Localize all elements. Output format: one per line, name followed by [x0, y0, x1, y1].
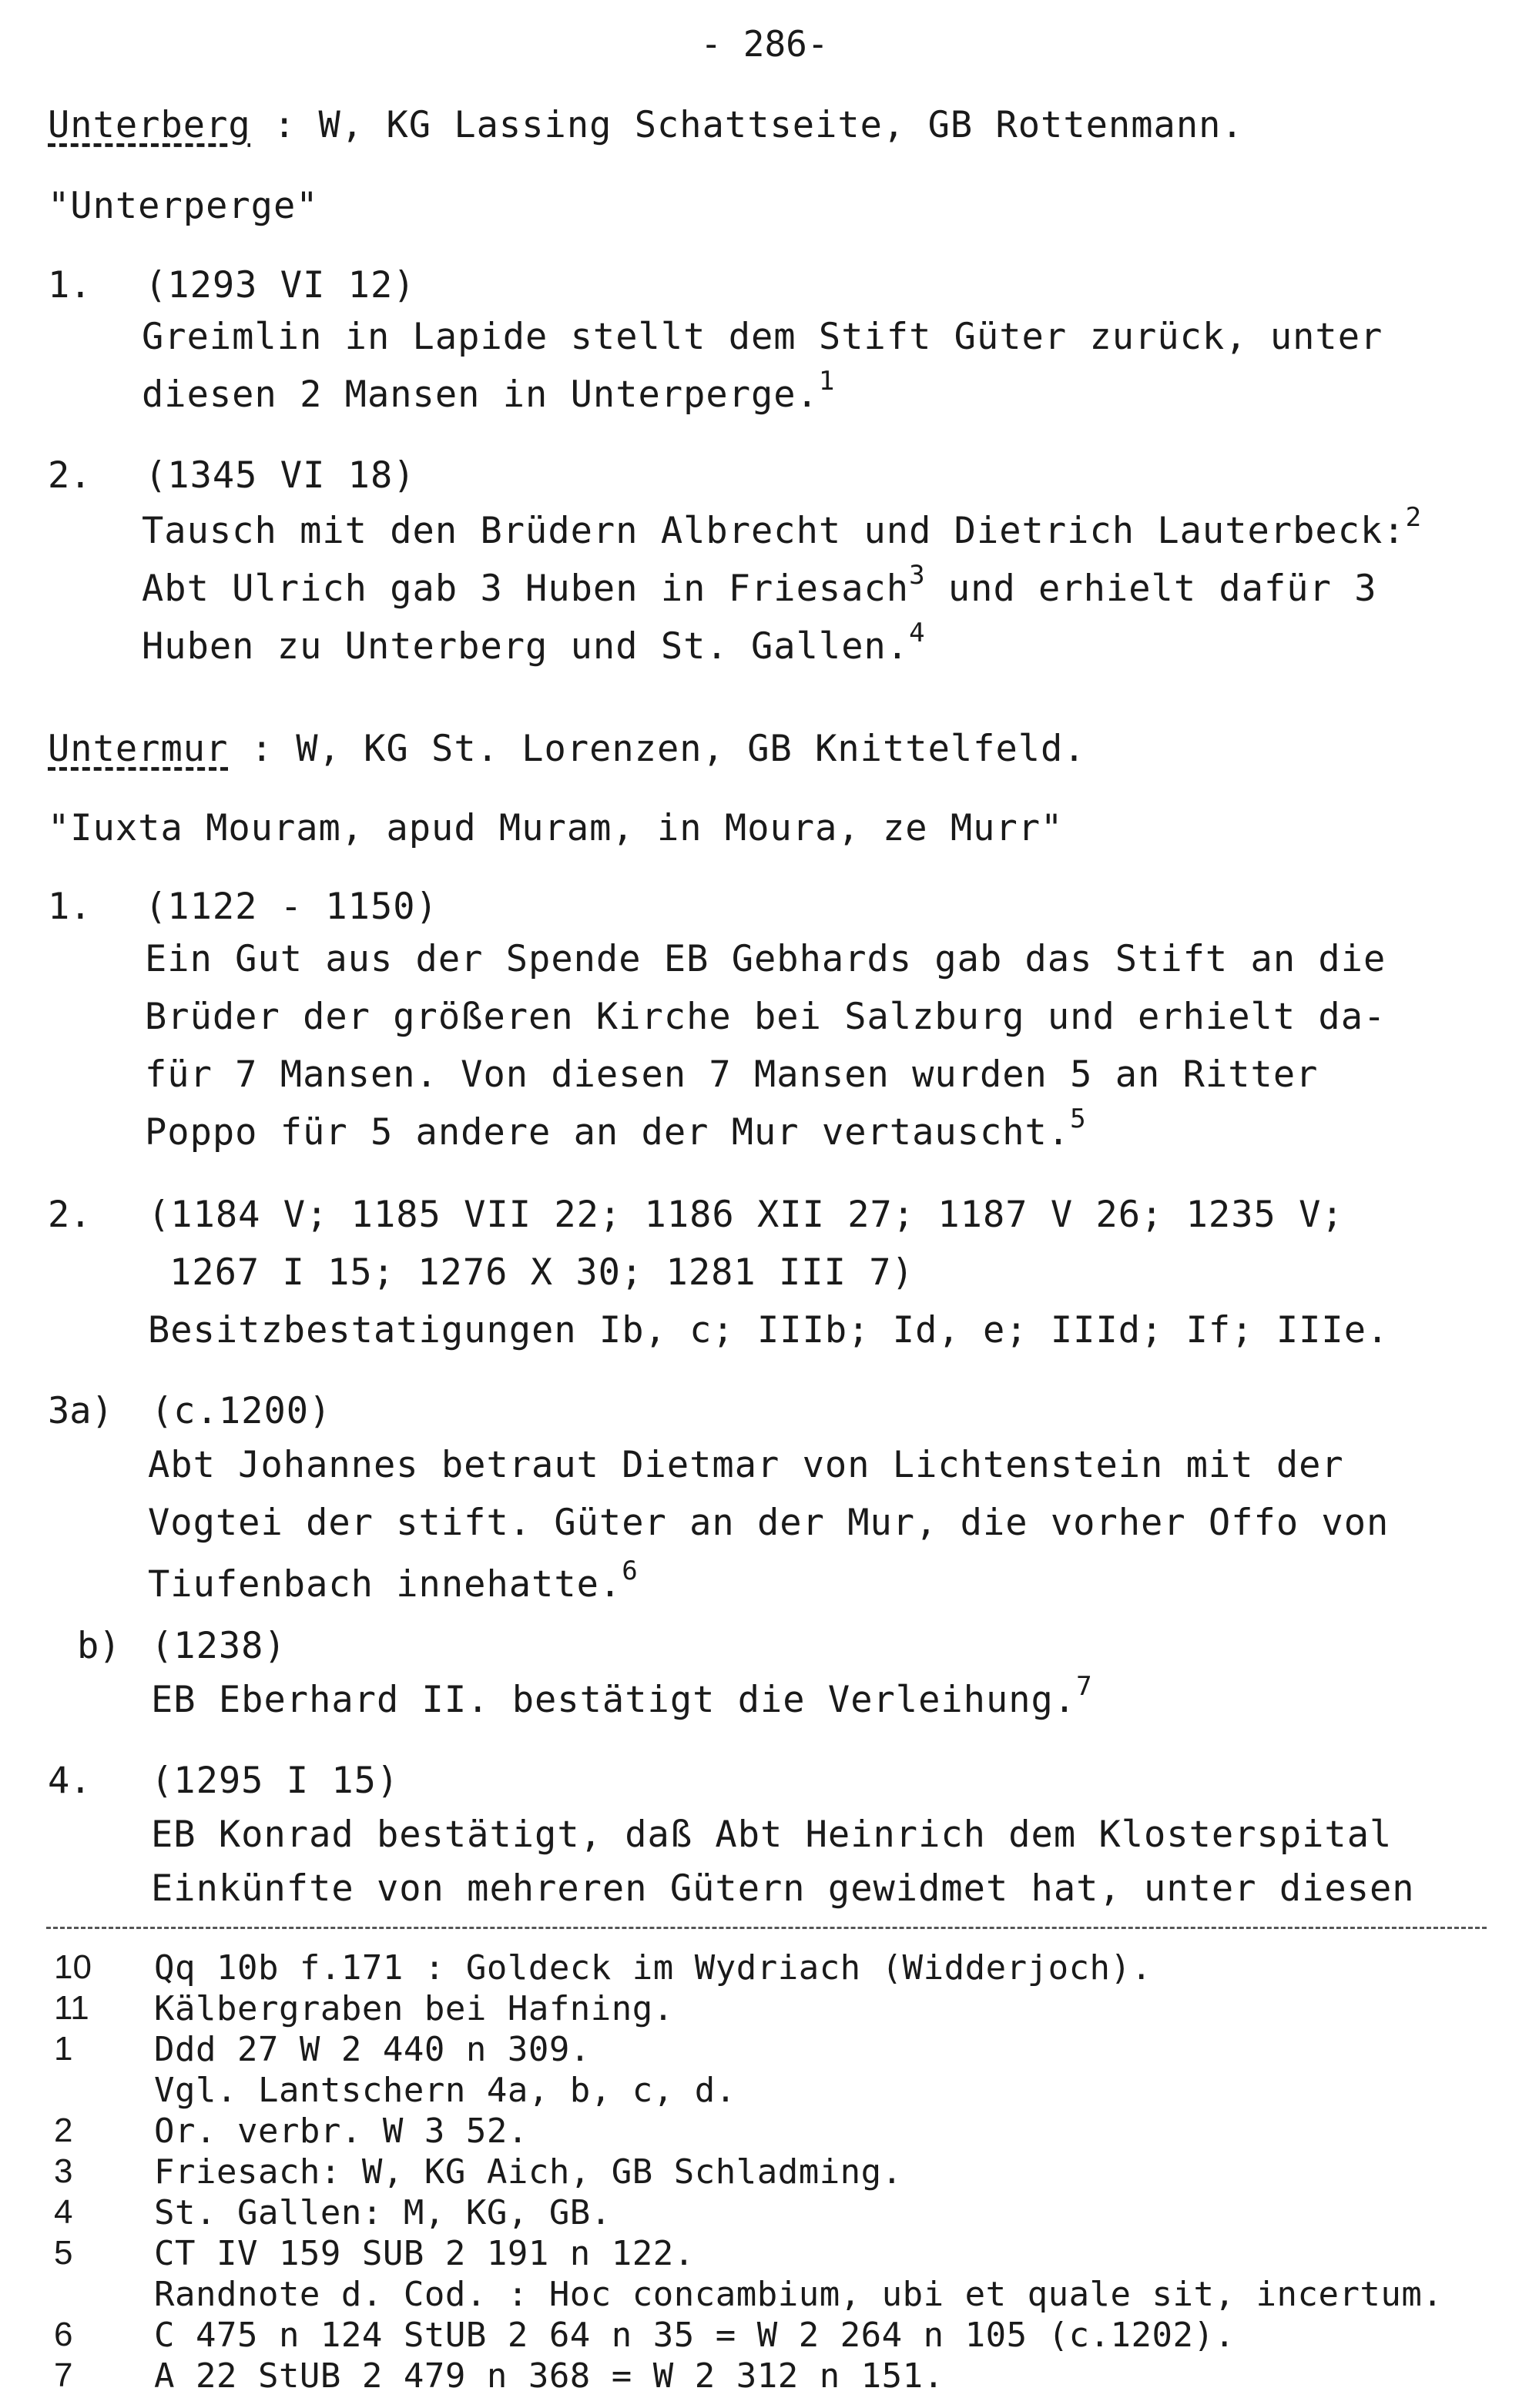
unterberg-entry1-line2: diesen 2 Mansen in Unterperge.$^1$ — [142, 366, 836, 416]
footnote-text: Randnote d. Cod. : Hoc concambium, ubi et quale sit, incertum. — [154, 2275, 1443, 2314]
footnote-text: Kälbergraben bei Hafning. — [154, 1989, 674, 2028]
untermur-header-rest: : W, KG St. Lorenzen, GB Knittelfeld. — [228, 728, 1086, 770]
untermur-entry3a-date: (c.1200) — [151, 1390, 332, 1432]
untermur-entry1-num: 1. — [48, 886, 92, 928]
untermur-entry3a-line3: Tiufenbach innehatte.$^6$ — [148, 1556, 639, 1606]
unterberg-header-rest: : W, KG Lassing Schattseite, GB Rottenmann. — [250, 104, 1244, 146]
footnote-number: 11 — [54, 1989, 89, 2027]
untermur-entry2-text: Besitzbestatigungen Ib, c; IIIb; Id, e; IIId; If; IIIe. — [148, 1309, 1390, 1351]
untermur-entry4-num: 4. — [48, 1760, 92, 1802]
unterberg-entry2-date: (1345 VI 18) — [145, 454, 416, 497]
untermur-entry4-line2: Einkünfte von mehreren Gütern gewidmet hat, unter diesen — [151, 1867, 1415, 1910]
untermur-entry4-date: (1295 I 15) — [151, 1760, 400, 1802]
unterberg-name: Unterberg — [48, 104, 251, 146]
untermur-heading — [48, 728, 1086, 770]
unterberg-entry2-line3: Huben zu Unterberg und St. Gallen.$^4$ — [142, 618, 926, 668]
untermur-quote: "Iuxta Mouram, apud Muram, in Moura, ze Murr" — [48, 807, 1064, 849]
footnote-ref-3: 3 — [909, 560, 926, 591]
untermur-entry3b-date: (1238) — [151, 1625, 287, 1667]
untermur-entry2-date1: (1184 V; 1185 VII 22; 1186 XII 27; 1187 V 26; 1235 V; — [148, 1194, 1344, 1236]
footnote-text: Or. verbr. W 3 52. — [154, 2112, 528, 2151]
footnote-text: Vgl. Lantschern 4a, b, c, d. — [154, 2071, 736, 2110]
footnote-number: 10 — [54, 1948, 92, 1986]
footnote-number: 7 — [54, 2356, 73, 2394]
untermur-entry3a-num: 3a) — [48, 1390, 113, 1432]
unterberg-entry1-num: 1. — [48, 264, 92, 306]
untermur-entry3b-num: b) — [77, 1625, 121, 1667]
footnote-number: 3 — [54, 2152, 73, 2190]
untermur-entry1-line2: Brüder der größeren Kirche bei Salzburg und erhielt da- — [145, 996, 1386, 1038]
footnote-text: Ddd 27 W 2 440 n 309. — [154, 2030, 591, 2069]
untermur-entry4-line1: EB Konrad bestätigt, daß Abt Heinrich dem Klosterspital — [151, 1814, 1393, 1856]
unterberg-entry2-num: 2. — [48, 454, 92, 497]
footnote-separator — [46, 1927, 1487, 1929]
untermur-entry1-line1: Ein Gut aus der Spende EB Gebhards gab das Stift an die — [145, 938, 1386, 980]
unterberg-entry1-date: (1293 VI 12) — [145, 264, 416, 306]
footnote-text: St. Gallen: M, KG, GB. — [154, 2193, 612, 2232]
untermur-entry2-date2: 1267 I 15; 1276 X 30; 1281 III 7) — [169, 1251, 914, 1294]
untermur-entry1-date: (1122 - 1150) — [145, 886, 438, 928]
footnote-number: 1 — [54, 2030, 73, 2068]
footnote-number: 5 — [54, 2234, 73, 2272]
unterberg-entry2-line1: Tausch mit den Brüdern Albrecht und Dietrich Lauterbeck:$^2$ — [142, 502, 1423, 552]
footnote-text: Qq 10b f.171 : Goldeck im Wydriach (Widderjoch). — [154, 1948, 1152, 1988]
unterberg-entry1-line1: Greimlin in Lapide stellt dem Stift Güter zurück, unter — [142, 316, 1383, 358]
footnote-number: 6 — [54, 2316, 73, 2353]
untermur-entry1-line3: für 7 Mansen. Von diesen 7 Mansen wurden 5 an Ritter — [145, 1053, 1319, 1096]
untermur-entry1-line4: Poppo für 5 andere an der Mur vertauscht.$^5$ — [145, 1104, 1087, 1154]
footnote-text: C 475 n 124 StUB 2 64 n 35 = W 2 264 n 105 (c.1202). — [154, 2316, 1236, 2355]
footnote-number: 2 — [54, 2112, 73, 2149]
unterberg-entry2-line2: Abt Ulrich gab 3 Huben in Friesach$^3$ und erhielt dafür 3 — [142, 560, 1377, 610]
footnote-ref-2: 2 — [1405, 502, 1423, 533]
unterberg-heading — [48, 104, 1244, 146]
untermur-entry3a-line2: Vogtei der stift. Güter an der Mur, die vorher Offo von — [148, 1502, 1390, 1544]
footnote-number: 4 — [54, 2193, 73, 2231]
footnote-text: CT IV 159 SUB 2 191 n 122. — [154, 2234, 695, 2273]
untermur-entry3a-line1: Abt Johannes betraut Dietmar von Lichtenstein mit der — [148, 1444, 1344, 1486]
footnote-ref-6: 6 — [622, 1556, 639, 1586]
footnote-text: A 22 StUB 2 479 n 368 = W 2 312 n 151. — [154, 2356, 944, 2396]
untermur-entry3b-text: EB Eberhard II. bestätigt die Verleihung.$^7$ — [151, 1671, 1093, 1721]
footnote-ref-1: 1 — [818, 366, 836, 397]
footnote-ref-7: 7 — [1076, 1671, 1093, 1702]
footnote-ref-4: 4 — [909, 618, 926, 648]
footnote-text: Friesach: W, KG Aich, GB Schladming. — [154, 2152, 903, 2192]
page-number: - 286- — [700, 23, 829, 65]
untermur-entry2-num: 2. — [48, 1194, 92, 1236]
unterberg-quote: "Unterperge" — [48, 185, 319, 227]
footnote-ref-5: 5 — [1070, 1104, 1087, 1134]
untermur-name: Untermur — [48, 728, 229, 770]
